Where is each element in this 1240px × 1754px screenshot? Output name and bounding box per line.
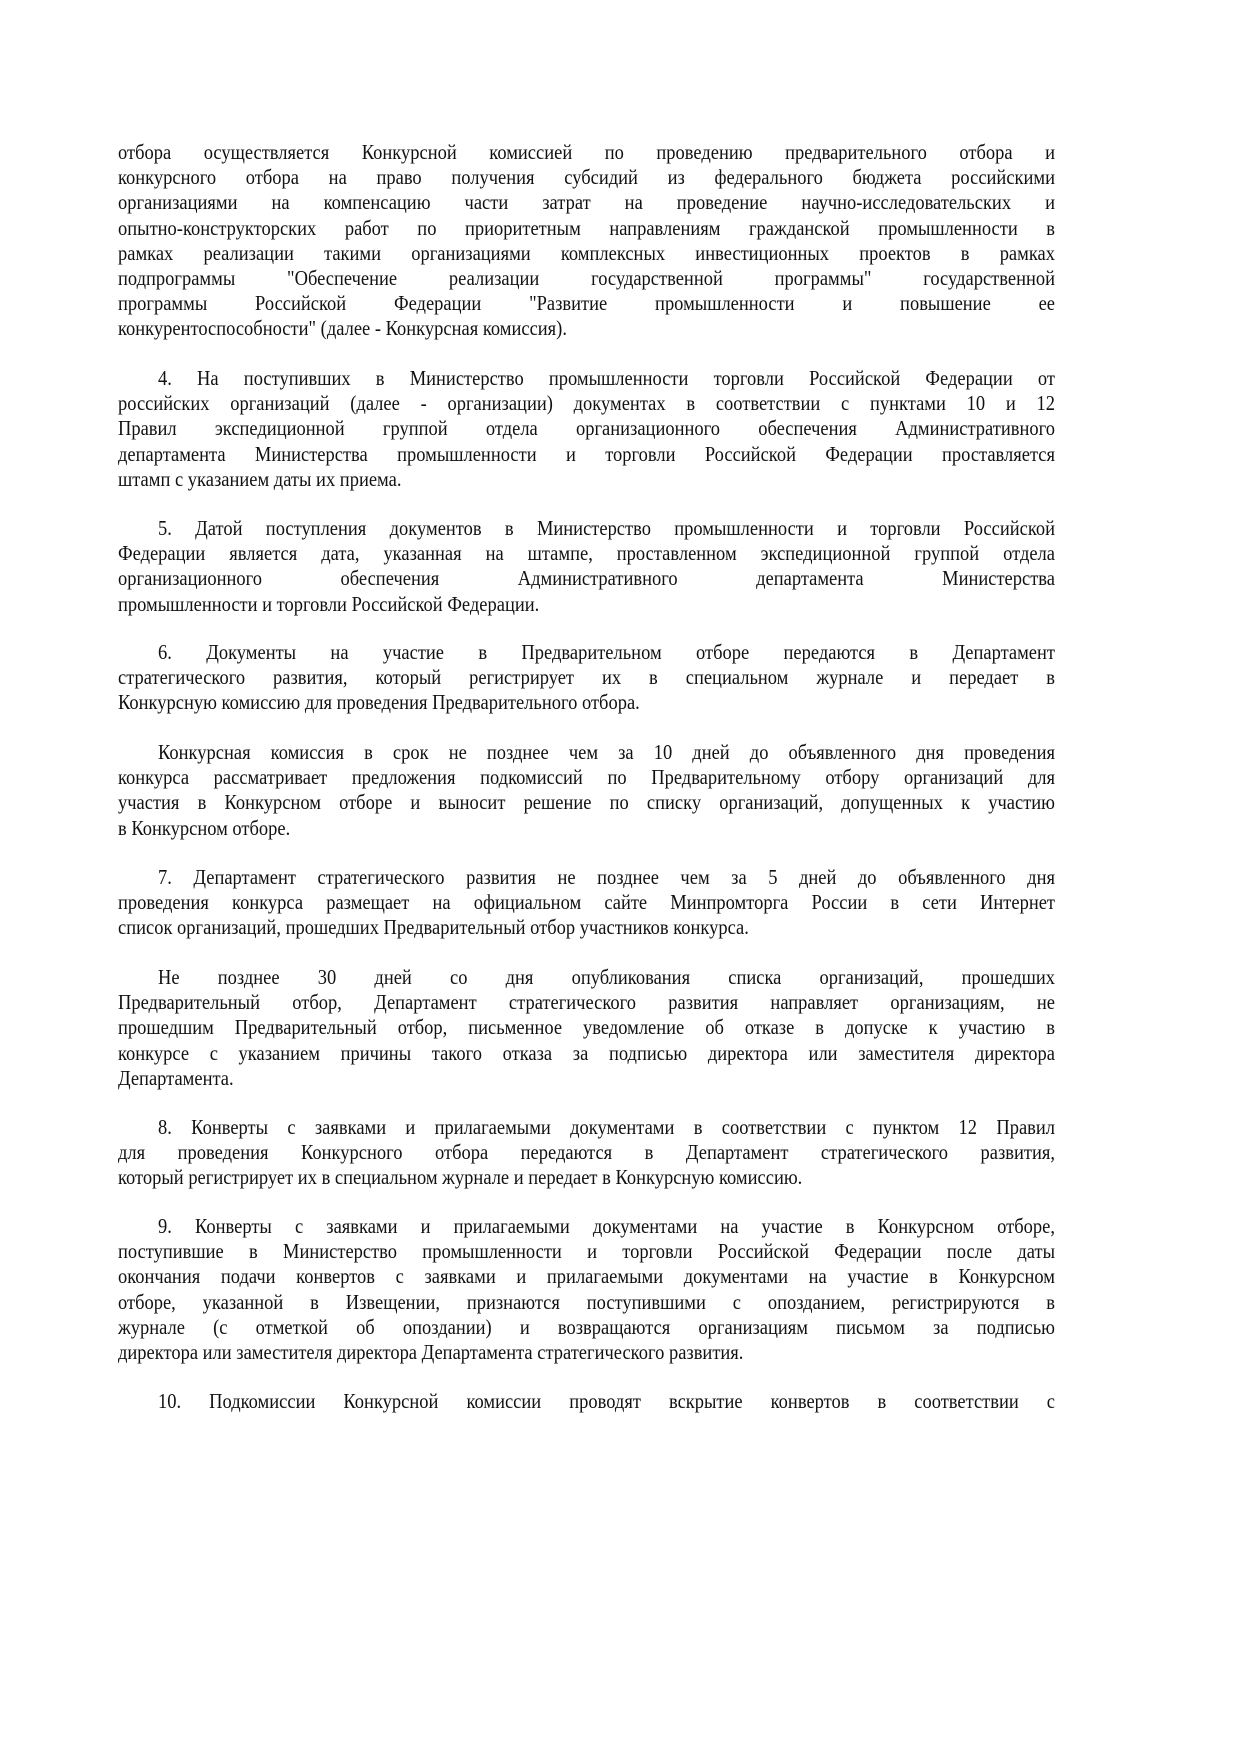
text-line: российских организаций (далее - организации) документах в соответствии с пунктами 10 и 12 [118,391,1056,416]
text-line: окончания подачи конвертов с заявками и прилагаемыми документами на участие в Конкурсном [118,1264,1055,1289]
paragraph-p3-continued [118,140,1055,342]
text-line: 10. Подкомиссии Конкурсной комиссии проводят вскрытие конвертов в соответствии с [158,1389,1056,1413]
text-line: 7. Департамент стратегического развития не позднее чем за 5 дней до объявленного дня [158,865,1055,889]
paragraph-p9 [118,1214,1055,1365]
text-line: список организаций, прошедших Предварительный отбор участников конкурса. [118,915,749,940]
text-line: Конкурсная комиссия в срок не позднее чем за 10 дней до объявленного дня проведения [158,740,1056,764]
text-line: программы Российской Федерации "Развитие промышленности и повышение ее [118,291,1056,316]
text-line: организациями на компенсацию части затрат на проведение научно-исследовательских и [118,190,1055,215]
text-line: отборе, указанной в Извещении, признаются поступившими с опозданием, регистрируются в [118,1289,1055,1314]
text-line: участия в Конкурсном отборе и выносит решение по списку организаций, допущенных к участию [118,790,1056,815]
text-line: конкурсного отбора на право получения субсидий из федерального бюджета российскими [118,165,1055,190]
paragraph-p6 [118,640,1055,716]
paragraph-p5 [118,516,1055,617]
text-line: Предварительный отбор, Департамент стратегического развития направляет организациям, не [118,990,1055,1015]
paragraph-p4 [118,366,1055,492]
paragraph-p10 [118,1389,1055,1414]
text-line: в Конкурсном отборе. [118,815,291,840]
text-line: штамп с указанием даты их приема. [118,466,402,491]
text-line: проведения конкурса размещает на официальном сайте Минпромторга России в сети Интернет [118,890,1055,915]
text-line: рамках реализации такими организациями комплексных инвестиционных проектов в рамках [118,240,1056,265]
text-line: 6. Документы на участие в Предварительном отборе передаются в Департамент [158,640,1055,664]
text-line: стратегического развития, который регистрирует их в специальном журнале и передает в [118,665,1056,690]
text-line: Департамента. [118,1065,234,1090]
text-line: Правил экспедиционной группой отдела организационного обеспечения Административного [118,416,1056,441]
text-line: поступившие в Министерство промышленности и торговли Российской Федерации после даты [118,1239,1055,1264]
paragraph-p6-b [118,740,1055,841]
text-line: Конкурсную комиссию для проведения Предварительного отбора. [118,690,640,715]
paragraph-p7 [118,865,1055,941]
text-line: 5. Датой поступления документов в Министерство промышленности и торговли Российской [158,516,1056,540]
text-line: для проведения Конкурсного отбора передаются в Департамент стратегического развития, [118,1140,1056,1165]
text-line: 9. Конверты с заявками и прилагаемыми документами на участие в Конкурсном отборе, [158,1214,1055,1238]
text-line: Федерации является дата, указанная на штампе, проставленном экспедиционной группой отдела [118,541,1055,566]
text-line: конкурсе с указанием причины такого отказа за подписью директора или заместителя директора [118,1040,1055,1065]
text-line: 4. На поступивших в Министерство промышленности торговли Российской Федерации от [158,366,1055,390]
text-line: конкурса рассматривает предложения подкомиссий по Предварительному отбору организаций для [118,765,1055,790]
paragraph-p8 [118,1115,1055,1191]
text-line: опытно-конструкторских работ по приоритетным направлениям гражданской промышленности в [118,215,1056,240]
text-line: журнале (с отметкой об опоздании) и возвращаются организациям письмом за подписью [118,1314,1055,1339]
text-line: организационного обеспечения Административного департамента Министерства [118,566,1055,591]
paragraph-p7-b [118,965,1055,1091]
text-line: который регистрирует их в специальном журнале и передает в Конкурсную комиссию. [118,1165,803,1190]
text-line: промышленности и торговли Российской Федерации. [118,591,540,616]
text-line: подпрограммы "Обеспечение реализации государственной программы" государственной [118,265,1056,290]
text-line: Не позднее 30 дней со дня опубликования списка организаций, прошедших [158,965,1055,989]
text-line: прошедшим Предварительный отбор, письменное уведомление об отказе в допуске к участию в [118,1015,1056,1040]
text-line: конкурентоспособности" (далее - Конкурсная комиссия). [118,316,567,341]
text-line: директора или заместителя директора Департамента стратегического развития. [118,1339,744,1364]
text-line: департамента Министерства промышленности и торговли Российской Федерации проставляется [118,441,1055,466]
text-line: 8. Конверты с заявками и прилагаемыми документами в соответствии с пунктом 12 Правил [158,1115,1056,1139]
text-line: отбора осуществляется Конкурсной комиссией по проведению предварительного отбора и [118,140,1055,164]
